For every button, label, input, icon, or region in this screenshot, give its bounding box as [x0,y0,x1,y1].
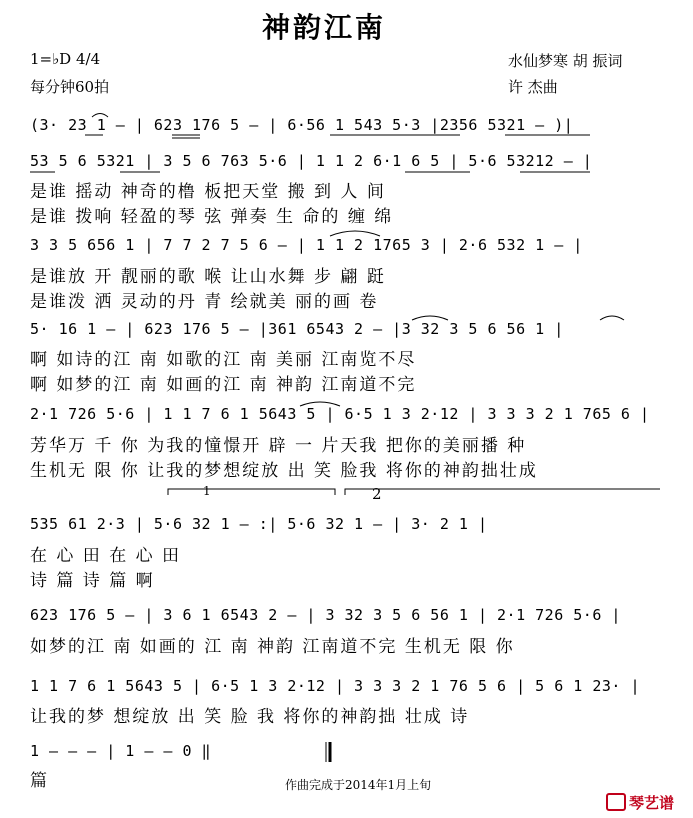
lyric-line-7a: 如梦的江 南 如画的 江 南 神韵 江南道不完 生机无 限 你 [30,637,515,657]
lyric-line-2b: 是谁 拨响 轻盈的琴 弦 弹奏 生 命的 缠 绵 [30,207,394,227]
lyric-line-4b: 啊 如梦的江 南 如画的江 南 神韵 江南道不完 [30,375,417,395]
composition-date-note: 作曲完成于2014年1月上旬 [285,778,432,792]
notation-line-9: 1 – – – | 1 – – 0 ‖ [30,742,212,760]
logo-icon [606,793,626,811]
lyric-line-5b: 生机无 限 你 让我的梦想绽放 出 笑 脸我 将你的神韵拙壮成 [30,461,538,481]
notation-line-2: 53 5 6 5321 | 3 5 6 763 5·6 | 1 1 2 6·1 6 5 | 5·6 53212 – | [30,152,593,170]
notation-line-1: (3· 23 1 – | 623 176 5 – | 6·56 1 543 5·3 |2356 5321 – )| [30,116,574,134]
tempo-marking: 每分钟60拍 [30,78,110,96]
site-logo [606,792,674,813]
notation-line-8: 1 1 7 6 1 5643 5 | 6·5 1 3 2·12 | 3 3 3 2 1 76 5 6 | 5 6 1 23· | [30,677,640,695]
composer-credit: 许 杰曲 [508,78,558,96]
lyric-line-4a: 啊 如诗的江 南 如歌的江 南 美丽 江南览不尽 [30,350,417,370]
notation-line-3: 3 3 5 656 1 | 7 7 2 7 5 6 – | 1 1 2 1765 3 | 2·6 532 1 – | [30,236,583,254]
lyric-line-3b: 是谁泼 洒 灵动的丹 青 绘就美 丽的画 卷 [30,292,379,312]
volta-2-label: 2 [372,485,382,503]
lyric-line-2a: 是谁 摇动 神奇的橹 板把天堂 搬 到 人 间 [30,182,386,202]
logo-text: 琴艺谱 [629,794,675,812]
notation-line-5: 2·1 726 5·6 | 1 1 7 6 1 5643 5 | 6·5 1 3 2·12 | 3 3 3 2 1 765 6 | [30,405,650,423]
lyric-line-3a: 是谁放 开 靓丽的歌 喉 让山水舞 步 翩 跹 [30,267,386,287]
lyric-line-5a: 芳华万 千 你 为我的憧憬开 辟 一 片天我 把你的美丽播 种 [30,436,527,456]
song-title: 神韵江南 [262,11,387,44]
lyric-line-6a: 在 心 田 在 心 田 [30,546,182,566]
lyric-line-8a: 让我的梦 想绽放 出 笑 脸 我 将你的神韵拙 壮成 诗 [30,707,470,727]
volta-1-label: 1 [203,484,211,498]
lyric-line-6b: 诗 篇 诗 篇 啊 [30,571,155,591]
key-signature: 1=♭D 4/4 [30,50,101,68]
lyric-line-9a: 篇 [30,771,49,791]
notation-line-4: 5· 16 1 – | 623 176 5 – |361 6543 2 – |3 32 3 5 6 56 1 | [30,320,564,338]
lyricist-credit: 水仙梦寒 胡 振词 [508,52,623,70]
notation-line-6: 535 61 2·3 | 5·6 32 1 – :| 5·6 32 1 – | 3· 2 1 | [30,515,488,533]
notation-line-7: 623 176 5 – | 3 6 1 6543 2 – | 3 32 3 5 6 56 1 | 2·1 726 5·6 | [30,606,621,624]
